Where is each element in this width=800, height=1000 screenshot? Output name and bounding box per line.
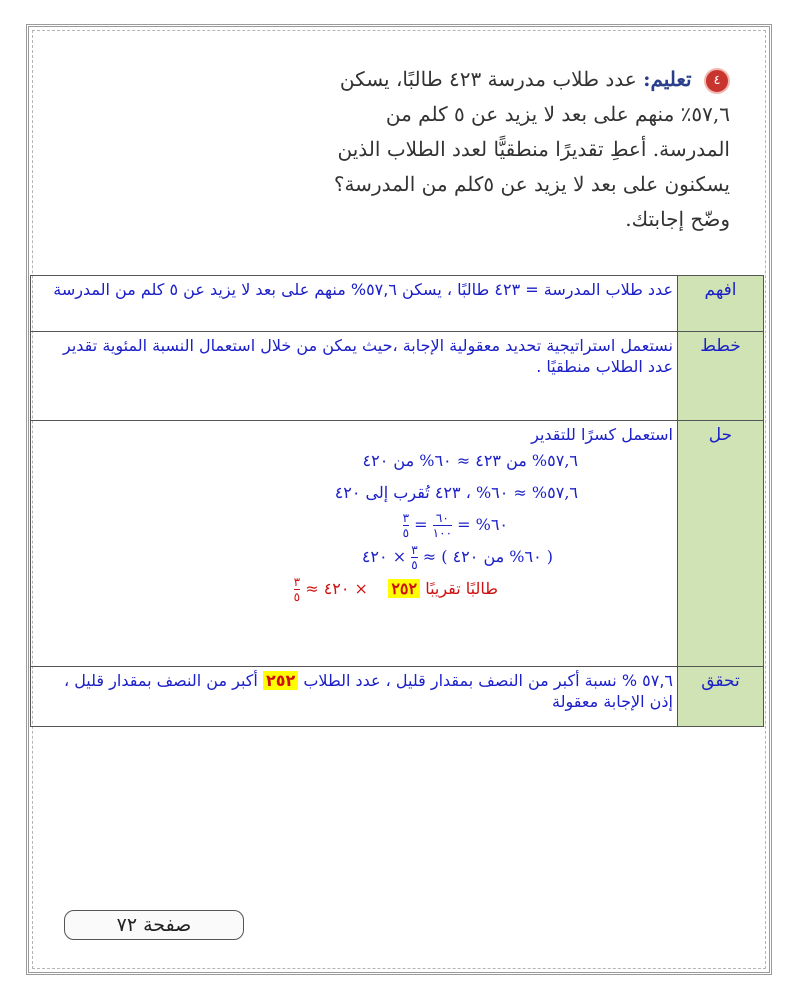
step-text-understand: عدد طلاب المدرسة = ٤٢٣ طالبًا ، يسكن ٥٧,٦% منهم على بعد لا يزيد عن ٥ كلم من المدرسة — [31, 276, 678, 332]
problem-line-5: وضّح إجابتك. — [625, 207, 730, 231]
solve-eq-1: ٥٧,٦% من ٤٢٣ ≈ ٦٠% من ٤٢٠ — [362, 451, 578, 470]
page-number-tab: صفحة ٧٢ — [64, 910, 244, 940]
eq4-rhs: × ٤٢٠ — [361, 547, 407, 566]
step-label-solve: حل — [678, 421, 764, 667]
problem-line-1 — [90, 62, 730, 97]
step-body-check — [31, 667, 678, 727]
eq5-frac-num: ٣ — [293, 575, 301, 589]
solution-steps-table — [30, 275, 764, 727]
step-text-plan: نستعمل استراتيجية تحديد معقولية الإجابة ،حيث يمكن من خلال استعمال النسبة المئوية تقدير عدد الطلاب منطقيًا . — [31, 332, 678, 421]
eq5-rest: طالبًا تقريبًا — [425, 579, 498, 598]
eq5-frac-den: ٥ — [293, 590, 301, 604]
eq3-fraction-1 — [433, 511, 452, 540]
eq5-mid: × ٤٢٠ ≈ — [305, 579, 368, 598]
step-label-plan: خطط — [678, 332, 764, 421]
problem-line-3: المدرسة. أعطِ تقديرًا منطقيًّا لعدد الطلاب الذين — [337, 137, 730, 161]
eq4-lhs: ( ٦٠% من ٤٢٠ ) ≈ — [422, 547, 553, 566]
eq4-frac-num: ٣ — [411, 543, 418, 557]
eq3-fraction-2 — [403, 511, 409, 540]
problem-lead: تعليم: — [643, 67, 692, 91]
step-row-check — [31, 667, 764, 727]
problem-line-1-text: عدد طلاب مدرسة ٤٢٣ طالبًا، يسكن — [339, 67, 637, 91]
eq4-fraction — [411, 543, 417, 572]
check-answer-highlight: ٢٥٢ — [263, 671, 298, 690]
eq4-frac-den: ٥ — [411, 558, 418, 572]
eq5-fraction — [294, 575, 300, 604]
eq5-answer-highlight: ٢٥٢ — [388, 579, 420, 598]
question-number-badge: ٤ — [704, 68, 730, 94]
step-label-understand: افهم — [678, 276, 764, 332]
eq3-frac2-num: ٣ — [402, 511, 410, 525]
problem-line-2: ٥٧,٦٪ منهم على بعد لا يزيد عن ٥ كلم من — [385, 102, 730, 126]
problem-statement — [90, 62, 730, 237]
eq3-lhs: ٦٠% = — [457, 515, 508, 534]
eq3-frac1-den: ١٠٠ — [432, 526, 453, 540]
eq3-frac2-den: ٥ — [402, 526, 410, 540]
check-text-b: أكبر من النصف بمقدار قليل ، إذن الإجابة معقولة — [63, 671, 673, 711]
eq3-equals: = — [414, 515, 428, 534]
solve-eq-2: ٥٧,٦% ≈ ٦٠% ، ٤٢٣ تُقرب إلى ٤٢٠ — [334, 483, 578, 502]
solve-eq-5 — [41, 573, 578, 605]
solve-eq-3 — [41, 509, 578, 541]
step-row-understand — [31, 276, 764, 332]
step-body-solve — [31, 421, 678, 667]
solve-eq-4 — [41, 541, 578, 573]
step-label-check: تحقق — [678, 667, 764, 727]
step-row-solve — [31, 421, 764, 667]
step-row-plan — [31, 332, 764, 421]
eq3-frac1-num: ٦٠ — [433, 511, 452, 526]
check-text-a: ٥٧,٦ % نسبة أكبر من النصف بمقدار قليل ، عدد الطلاب — [303, 671, 673, 690]
problem-line-4: يسكنون على بعد لا يزيد عن ٥كلم من المدرسة؟ — [333, 172, 730, 196]
solve-intro: استعمل كسرًا للتقدير — [531, 425, 673, 444]
